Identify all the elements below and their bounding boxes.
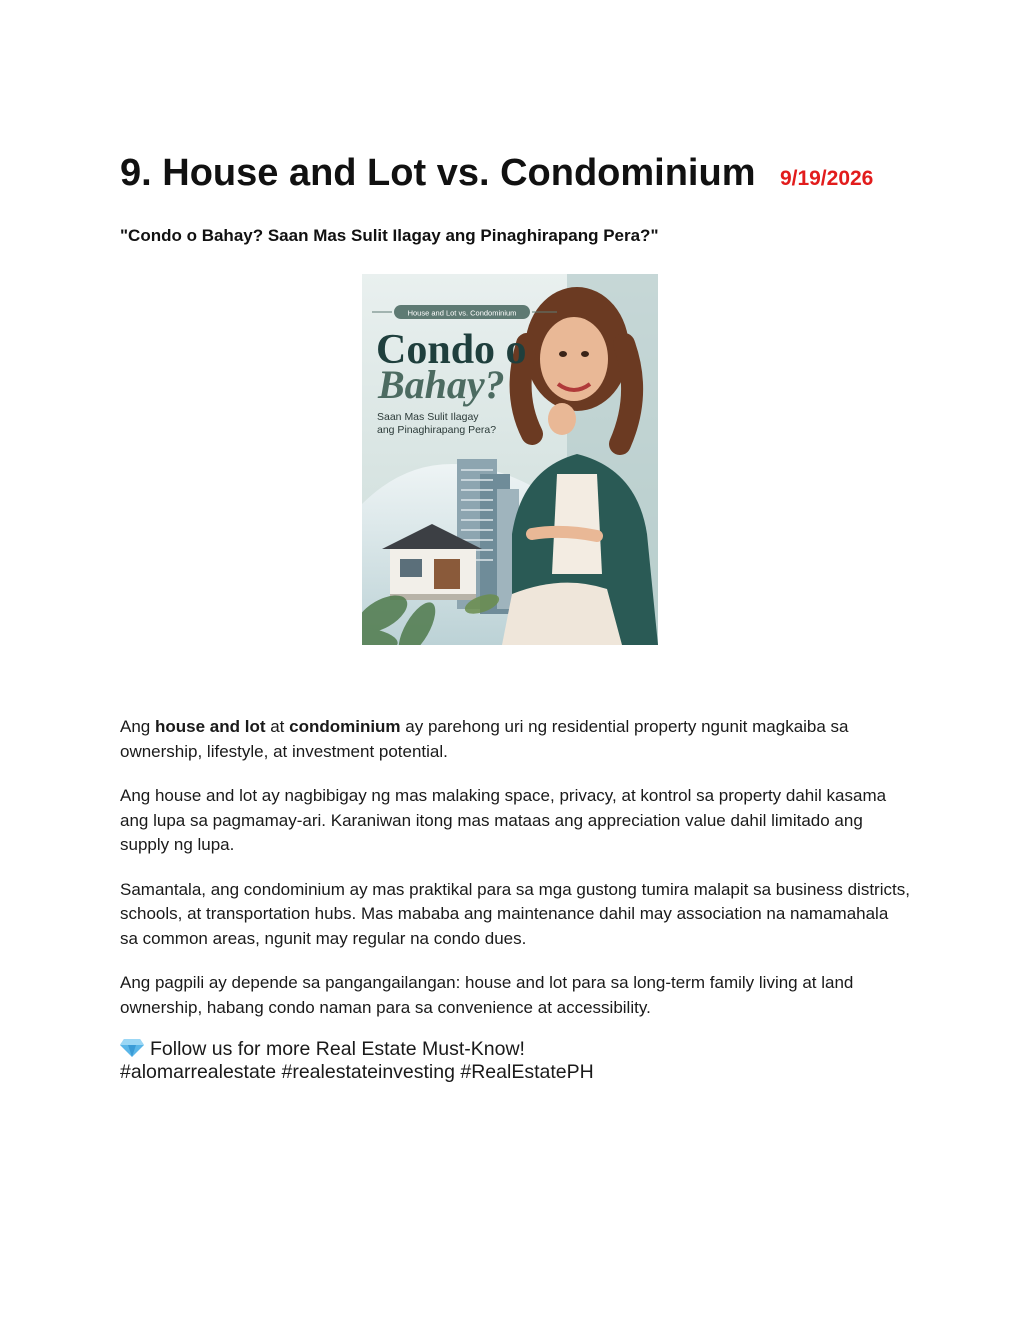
gem-icon — [120, 1038, 144, 1058]
poster-illustration — [362, 274, 658, 645]
article-body — [120, 715, 910, 1084]
poster-pill-text: House and Lot vs. Condominium — [407, 308, 517, 318]
poster-tagline-1: Saan Mas Sulit Ilagay — [377, 411, 479, 423]
paragraph-3: Samantala, ang condominium ay mas praktikal para sa mga gustong tumira malapit sa business districts, schools, at transportation hubs. Mas mababa ang maintenance dahil may association na namamahala sa common areas, ngunit may regular na condo dues. — [120, 879, 910, 948]
paragraph-1-mid: at — [265, 717, 290, 736]
title-row — [120, 152, 910, 195]
page-title: 9. House and Lot vs. Condominium — [120, 152, 756, 194]
paragraph-1-suffix: ay parehong uri ng residential property ngunit magkaiba sa ownership, lifestyle, at investment potential. — [120, 717, 849, 761]
paragraph-1-bold-condo: condominium — [289, 717, 401, 736]
poster-tagline-2: ang Pinaghirapang Pera? — [377, 424, 497, 436]
poster-headline-2: Bahay? — [378, 362, 505, 407]
hashtags: #alomarrealestate #realestateinvesting #RealEstatePH — [120, 1061, 594, 1083]
paragraph-4: Ang pagpili ay depende sa pangangailangan: house and lot para sa long-term family living at land ownership, habang condo naman para sa convenience at accessibility. — [120, 973, 854, 1017]
paragraph-1 — [120, 715, 910, 764]
post-date: 9/19/2026 — [779, 167, 874, 190]
paragraph-1-bold-house: house and lot — [154, 717, 266, 736]
paragraph-2: Ang house and lot ay nagbibigay ng mas malaking space, privacy, at kontrol sa property dahil kasama ang lupa sa pagmamay-ari. Karaniwan itong mas mataas ang appreciation value dahil limitado ang supply ng lupa. — [120, 786, 887, 854]
poster-headline-1: Condo o — [376, 327, 527, 373]
subtitle: "Condo o Bahay? Saan Mas Sulit Ilagay ang Pinaghirapang Pera?" — [120, 226, 659, 245]
follow-text: Follow us for more Real Estate Must-Know! — [150, 1038, 525, 1060]
poster-image — [362, 274, 658, 645]
follow-line — [120, 1038, 910, 1061]
paragraph-1-prefix: Ang — [120, 717, 155, 736]
